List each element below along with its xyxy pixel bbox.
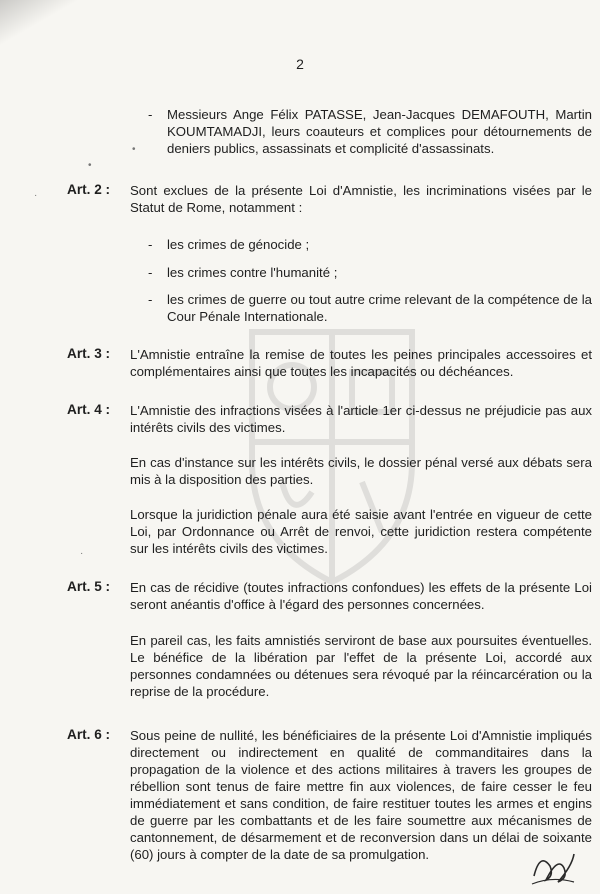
list-dash: - (148, 237, 153, 252)
article-4-label: Art. 4 : (67, 402, 111, 417)
article-6-text: Sous peine de nullité, les bénéficiaires de la présente Loi d'Amnistie impliqués directement ou indirectement en qualité de commanditaires dans la propagation de la violence et des actions militaires à travers les groupes de rébellion sont tenus de faire mettre fin aux violences, de faire cesser le feu immédiatement et sans condition, de faire restituer toutes les armes et engins de guerre par les combattants et de les faire soumettre aux mécanismes de cantonnement, de désarmement et de reconversion dans un délai de soixante (60) jours à compter de la date de sa promulgation. (130, 728, 592, 862)
list-dash: - (148, 292, 153, 307)
article-6-label: Art. 6 : (67, 727, 111, 742)
scan-speck: · (34, 190, 38, 201)
scan-speck: · (80, 548, 84, 559)
intro-list-item: Messieurs Ange Félix PATASSE, Jean-Jacques DEMAFOUTH, Martin KOUMTAMADJI, leurs coauteurs et complices pour détournements de deniers publics, assassinats et complicité d'assassinats. (167, 107, 592, 156)
article-3-text: L'Amnistie entraîne la remise de toutes les peines principales accessoires et complémentaires ainsi que toutes les incapacités ou déchéances. (130, 347, 592, 379)
page-number: 2 (296, 56, 304, 72)
article-2-label: Art. 2 : (67, 182, 111, 197)
handwritten-initials (528, 846, 578, 888)
article-5-label: Art. 5 : (67, 579, 111, 594)
article-2-item-2: les crimes contre l'humanité ; (167, 265, 338, 280)
article-4-paragraph-1: L'Amnistie des infractions visées à l'article 1er ci-dessus ne préjudicie pas aux intérêts civils des victimes. (130, 403, 592, 435)
article-2-text: Sont exclues de la présente Loi d'Amnistie, les incriminations visées par le Statut de Rome, notamment : (130, 183, 592, 215)
scan-speck: • (132, 144, 136, 155)
list-dash: - (148, 265, 153, 280)
article-4-paragraph-2: En cas d'instance sur les intérêts civils, le dossier pénal versé aux débats sera mis à la disposition des parties. (130, 455, 592, 487)
article-2-item-3: les crimes de guerre ou tout autre crime relevant de la compétence de la Cour Pénale Internationale. (167, 292, 592, 324)
scan-shadow (0, 0, 90, 50)
article-5-paragraph-2: En pareil cas, les faits amnistiés serviront de base aux poursuites éventuelles. Le bénéfice de la libération par l'effet de la présente Loi, accordé aux personnes condamnées ou détenues sera révoqué par la réincarcération ou la reprise de la procédure. (130, 633, 592, 699)
article-4-paragraph-3: Lorsque la juridiction pénale aura été saisie avant l'entrée en vigueur de cette Loi, par Ordonnance ou Arrêt de renvoi, cette juridiction restera compétente sur les intérêts civils des victimes. (130, 507, 592, 556)
article-5-paragraph-1: En cas de récidive (toutes infractions confondues) les effets de la présente Loi seront anéantis d'office à l'égard des personnes concernées. (130, 580, 592, 612)
article-2-item-1: les crimes de génocide ; (167, 237, 310, 252)
scan-speck: • (88, 160, 92, 171)
list-dash: - (148, 107, 153, 122)
article-3-label: Art. 3 : (67, 346, 111, 361)
